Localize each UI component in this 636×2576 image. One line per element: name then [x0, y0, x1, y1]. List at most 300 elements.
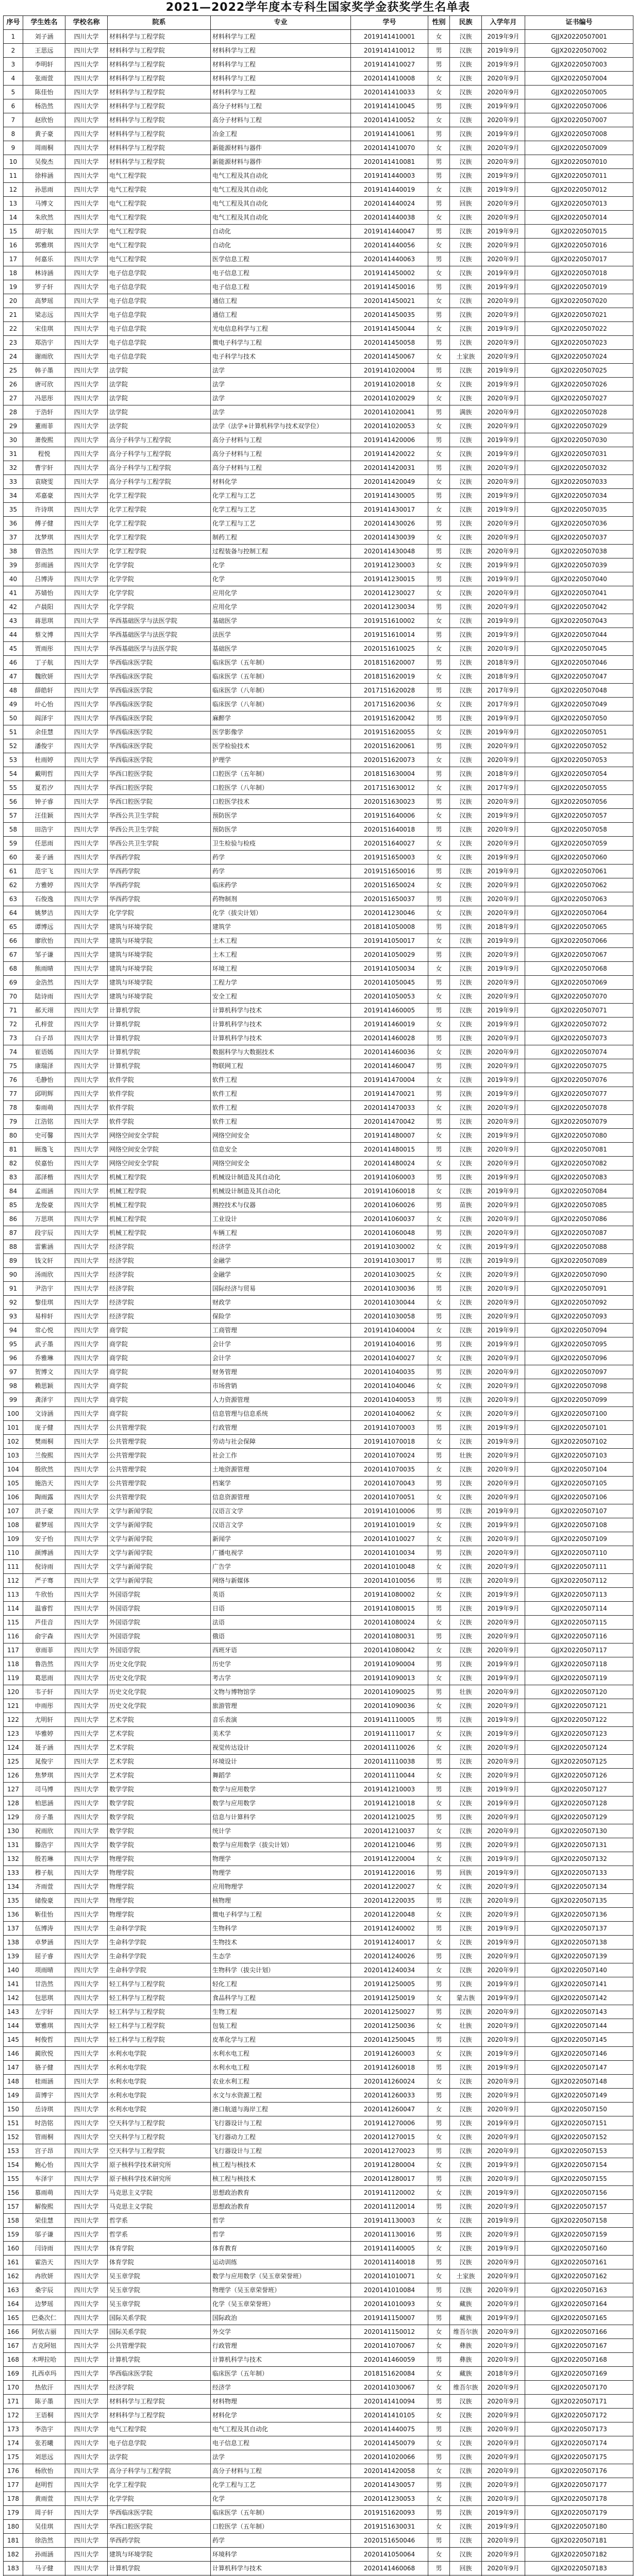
cell-enrollment: 2020年9月: [482, 1685, 525, 1699]
cell-gender: 男: [428, 1922, 450, 1936]
cell-student-id: 2019141040016: [351, 1337, 428, 1351]
cell-school: 四川大学: [65, 1713, 108, 1727]
document-title: 2021—2022学年度本专科生国家奖学金获奖学生名单表: [165, 1, 471, 14]
cell-gender: 男: [428, 2534, 450, 2548]
cell-gender: 女: [428, 2047, 450, 2061]
cell-school: 四川大学: [65, 1421, 108, 1435]
cell-school: 四川大学: [65, 1991, 108, 2005]
cell-department: 华西口腔医学院: [108, 795, 211, 809]
cell-name: 任思雨: [23, 837, 65, 851]
cell-enrollment: 2020年9月: [482, 308, 525, 322]
cell-ethnicity: 汉族: [450, 364, 482, 378]
cell-ethnicity: 壮族: [450, 2019, 482, 2033]
table-row: [4, 2562, 633, 2575]
cell-student-id: 2019141420022: [351, 447, 428, 461]
cell-certificate: GJJX20220507063: [525, 892, 633, 906]
cell-student-id: 2019141430005: [351, 489, 428, 503]
cell-ethnicity: 汉族: [450, 1407, 482, 1421]
cell-student-id: 2018141050008: [351, 920, 428, 934]
cell-major: 软件工程: [211, 1087, 351, 1101]
cell-index: 164: [4, 2297, 23, 2311]
cell-major: 土地资源管理: [211, 1463, 351, 1477]
cell-enrollment: 2019年9月: [482, 433, 525, 447]
table-row: [4, 531, 633, 545]
cell-student-id: 2019151620055: [351, 725, 428, 739]
table-body: [4, 30, 633, 2576]
cell-certificate: GJJX20220507060: [525, 851, 633, 865]
cell-school: 四川大学: [65, 851, 108, 865]
cell-department: 法学院: [108, 378, 211, 392]
cell-department: 艺术学院: [108, 1713, 211, 1727]
cell-major: 核物理: [211, 1894, 351, 1908]
cell-school: 四川大学: [65, 1880, 108, 1894]
cell-ethnicity: 汉族: [450, 1268, 482, 1282]
cell-index: 132: [4, 1852, 23, 1866]
cell-name: 侯嘉怡: [23, 1157, 65, 1171]
cell-student-id: 2019141420006: [351, 433, 428, 447]
cell-certificate: GJJX20220507045: [525, 642, 633, 656]
table-row: [4, 2492, 633, 2506]
cell-school: 四川大学: [65, 364, 108, 378]
cell-department: 商学院: [108, 1393, 211, 1407]
cell-gender: 男: [428, 2422, 450, 2436]
cell-ethnicity: 汉族: [450, 2478, 482, 2492]
table-row: [4, 2061, 633, 2075]
cell-school: 四川大学: [65, 1852, 108, 1866]
cell-department: 吴玉章学院: [108, 2269, 211, 2283]
cell-school: 四川大学: [65, 2144, 108, 2158]
cell-name: 萧俊熙: [23, 433, 65, 447]
cell-department: 电子信息学院: [108, 350, 211, 364]
cell-name: 邬子谦: [23, 2228, 65, 2242]
table-row: [4, 1407, 633, 1421]
table-row: [4, 2506, 633, 2520]
cell-enrollment: 2019年9月: [482, 1324, 525, 1337]
cell-school: 四川大学: [65, 1449, 108, 1463]
cell-gender: 女: [428, 1852, 450, 1866]
cell-school: 四川大学: [65, 1463, 108, 1477]
cell-department: 外国语学院: [108, 1602, 211, 1616]
cell-school: 四川大学: [65, 2478, 108, 2492]
cell-student-id: 2019151640006: [351, 809, 428, 823]
cell-student-id: 2020141070043: [351, 1477, 428, 1490]
cell-school: 四川大学: [65, 1741, 108, 1755]
table-row: [4, 1101, 633, 1115]
cell-school: 四川大学: [65, 1296, 108, 1310]
cell-certificate: GJJX20220507126: [525, 1769, 633, 1783]
cell-ethnicity: 汉族: [450, 489, 482, 503]
cell-student-id: 2019141240017: [351, 1936, 428, 1950]
cell-gender: 男: [428, 2478, 450, 2492]
cell-ethnicity: 汉族: [450, 670, 482, 684]
cell-department: 数学学院: [108, 1797, 211, 1810]
table-row: [4, 1783, 633, 1797]
cell-gender: 男: [428, 280, 450, 294]
cell-major: 西班牙语: [211, 1643, 351, 1657]
cell-name: 常心悦: [23, 1324, 65, 1337]
cell-name: 江浩铭: [23, 1115, 65, 1129]
cell-name: 张若曦: [23, 2436, 65, 2450]
cell-school: 四川大学: [65, 1490, 108, 1504]
cell-gender: 男: [428, 1894, 450, 1908]
cell-school: 四川大学: [65, 503, 108, 517]
cell-index: 126: [4, 1769, 23, 1783]
cell-index: 17: [4, 252, 23, 266]
cell-certificate: GJJX20220507062: [525, 878, 633, 892]
cell-index: 11: [4, 169, 23, 183]
cell-ethnicity: 汉族: [450, 1908, 482, 1922]
cell-name: 温睿哲: [23, 1602, 65, 1616]
cell-index: 66: [4, 934, 23, 948]
cell-school: 四川大学: [65, 336, 108, 350]
cell-ethnicity: 汉族: [450, 545, 482, 558]
cell-major: 飞行器设计与工程: [211, 2116, 351, 2130]
cell-certificate: GJJX20220507012: [525, 183, 633, 197]
cell-certificate: GJJX20220507024: [525, 350, 633, 364]
cell-name: 周子轩: [23, 2506, 65, 2520]
cell-major: 经济学: [211, 1240, 351, 1254]
cell-certificate: GJJX20220507057: [525, 809, 633, 823]
cell-gender: 男: [428, 2005, 450, 2019]
cell-name: 覃雅琪: [23, 2019, 65, 2033]
cell-enrollment: 2018年9月: [482, 920, 525, 934]
cell-student-id: 2019141410001: [351, 30, 428, 44]
cell-enrollment: 2020年9月: [482, 878, 525, 892]
cell-gender: 男: [428, 1031, 450, 1045]
cell-ethnicity: 汉族: [450, 1560, 482, 1574]
cell-name: 蔡文博: [23, 628, 65, 642]
cell-school: 四川大学: [65, 1560, 108, 1574]
cell-certificate: GJJX20220507119: [525, 1671, 633, 1685]
cell-school: 四川大学: [65, 1407, 108, 1421]
cell-school: 四川大学: [65, 2214, 108, 2228]
cell-name: 孟雨涵: [23, 1184, 65, 1198]
cell-index: 89: [4, 1254, 23, 1268]
cell-index: 133: [4, 1866, 23, 1880]
table-row: [4, 99, 633, 113]
cell-major: 食品科学与工程: [211, 1991, 351, 2005]
cell-gender: 男: [428, 1838, 450, 1852]
cell-school: 四川大学: [65, 72, 108, 86]
cell-school: 四川大学: [65, 2116, 108, 2130]
cell-certificate: GJJX20220507023: [525, 336, 633, 350]
cell-major: 材料科学与工程: [211, 30, 351, 44]
cell-name: 穆子航: [23, 1866, 65, 1880]
cell-name: 施浩天: [23, 1477, 65, 1490]
cell-gender: 男: [428, 433, 450, 447]
cell-name: 钟子睿: [23, 795, 65, 809]
cell-gender: 女: [428, 962, 450, 976]
cell-department: 法学院: [108, 405, 211, 419]
table-row: [4, 698, 633, 711]
cell-school: 四川大学: [65, 1616, 108, 1630]
cell-certificate: GJJX20220507140: [525, 1963, 633, 1977]
table-row: [4, 1838, 633, 1852]
cell-enrollment: 2020年9月: [482, 2144, 525, 2158]
cell-enrollment: 2019年9月: [482, 1671, 525, 1685]
cell-certificate: GJJX20220507149: [525, 2089, 633, 2103]
cell-school: 四川大学: [65, 2562, 108, 2575]
cell-enrollment: 2020年9月: [482, 2130, 525, 2144]
cell-certificate: GJJX20220507033: [525, 475, 633, 489]
cell-school: 四川大学: [65, 1184, 108, 1198]
cell-student-id: 2018151620019: [351, 670, 428, 684]
cell-gender: 女: [428, 419, 450, 433]
cell-department: 空天科学与工程学院: [108, 2144, 211, 2158]
cell-major: 微电子科学与工程: [211, 1908, 351, 1922]
table-row: [4, 962, 633, 976]
cell-department: 生命科学学院: [108, 1963, 211, 1977]
cell-enrollment: 2019年9月: [482, 1073, 525, 1087]
table-row: [4, 1769, 633, 1783]
cell-certificate: GJJX20220507084: [525, 1184, 633, 1198]
cell-ethnicity: 汉族: [450, 1657, 482, 1671]
cell-certificate: GJJX20220507065: [525, 920, 633, 934]
cell-certificate: GJJX20220507139: [525, 1950, 633, 1963]
cell-department: 原子核科学技术研究所: [108, 2172, 211, 2186]
cell-student-id: 2020141450058: [351, 336, 428, 350]
cell-department: 历史文化学院: [108, 1671, 211, 1685]
table-row: [4, 558, 633, 572]
cell-school: 四川大学: [65, 2256, 108, 2269]
cell-gender: 男: [428, 1004, 450, 1018]
cell-name: 梁志远: [23, 308, 65, 322]
cell-school: 四川大学: [65, 1031, 108, 1045]
cell-major: 金融学: [211, 1254, 351, 1268]
cell-ethnicity: 汉族: [450, 1727, 482, 1741]
cell-enrollment: 2020年9月: [482, 2200, 525, 2214]
table-row: [4, 1699, 633, 1713]
cell-school: 四川大学: [65, 2436, 108, 2450]
cell-name: 卓梦涵: [23, 1936, 65, 1950]
cell-certificate: GJJX20220507141: [525, 1977, 633, 1991]
cell-student-id: 2020141480024: [351, 1157, 428, 1171]
cell-enrollment: 2019年9月: [482, 1337, 525, 1351]
cell-department: 体育学院: [108, 2256, 211, 2269]
table-row: [4, 461, 633, 475]
cell-department: 化学学院: [108, 600, 211, 614]
cell-enrollment: 2019年9月: [482, 2506, 525, 2520]
table-row: [4, 670, 633, 684]
cell-school: 四川大学: [65, 2075, 108, 2089]
cell-student-id: 2020141440063: [351, 252, 428, 266]
cell-major: 高分子材料与工程: [211, 2464, 351, 2478]
cell-index: 13: [4, 197, 23, 211]
table-row: [4, 1797, 633, 1810]
cell-enrollment: 2020年9月: [482, 252, 525, 266]
cell-ethnicity: 汉族: [450, 1073, 482, 1087]
cell-major: 冶金工程: [211, 127, 351, 141]
cell-certificate: GJJX20220507115: [525, 1616, 633, 1630]
cell-gender: 女: [428, 781, 450, 795]
cell-name: 陈子墨: [23, 2395, 65, 2409]
cell-major: 哲学: [211, 2228, 351, 2242]
table-row: [4, 489, 633, 503]
cell-ethnicity: 汉族: [450, 1337, 482, 1351]
cell-school: 四川大学: [65, 614, 108, 628]
cell-gender: 女: [428, 2325, 450, 2339]
cell-student-id: 2019141110005: [351, 1713, 428, 1727]
cell-index: 59: [4, 837, 23, 851]
cell-name: 康瑞泽: [23, 1059, 65, 1073]
cell-gender: 女: [428, 350, 450, 364]
cell-index: 112: [4, 1574, 23, 1588]
cell-gender: 男: [428, 127, 450, 141]
cell-index: 159: [4, 2228, 23, 2242]
cell-gender: 男: [428, 2283, 450, 2297]
cell-department: 文学与新闻学院: [108, 1560, 211, 1574]
cell-student-id: 2020141020053: [351, 419, 428, 433]
cell-enrollment: 2020年9月: [482, 2562, 525, 2575]
table-row: [4, 892, 633, 906]
cell-gender: 男: [428, 197, 450, 211]
cell-department: 化学工程学院: [108, 545, 211, 558]
cell-certificate: GJJX20220507054: [525, 767, 633, 781]
cell-index: 27: [4, 392, 23, 405]
cell-certificate: GJJX20220507073: [525, 1031, 633, 1045]
cell-certificate: GJJX20220507009: [525, 141, 633, 155]
cell-gender: 女: [428, 86, 450, 99]
cell-name: 冯思彤: [23, 392, 65, 405]
cell-major: 通信工程: [211, 308, 351, 322]
cell-department: 外国语学院: [108, 1616, 211, 1630]
cell-student-id: 2020141110038: [351, 1755, 428, 1769]
cell-major: 化学: [211, 2492, 351, 2506]
cell-ethnicity: 汉族: [450, 642, 482, 656]
cell-student-id: 2019141450002: [351, 266, 428, 280]
cell-name: 扎西卓玛: [23, 2367, 65, 2381]
cell-gender: 女: [428, 1880, 450, 1894]
cell-department: 华西临床医学院: [108, 725, 211, 739]
table-row: [4, 753, 633, 767]
cell-certificate: GJJX20220507112: [525, 1574, 633, 1588]
cell-gender: 女: [428, 1045, 450, 1059]
cell-major: 计算机科学与技术: [211, 1018, 351, 1031]
cell-major: 劳动与社会保障: [211, 1435, 351, 1449]
cell-certificate: GJJX20220507117: [525, 1643, 633, 1657]
cell-enrollment: 2020年9月: [482, 1477, 525, 1490]
cell-index: 111: [4, 1560, 23, 1574]
cell-ethnicity: 汉族: [450, 586, 482, 600]
cell-ethnicity: 藏族: [450, 2367, 482, 2381]
cell-department: 法学院: [108, 419, 211, 433]
cell-student-id: 2019141150007: [351, 2311, 428, 2325]
table-row: [4, 336, 633, 350]
cell-name: 宋佳琪: [23, 322, 65, 336]
cell-student-id: 2019141080015: [351, 1602, 428, 1616]
cell-certificate: GJJX20220507055: [525, 781, 633, 795]
cell-ethnicity: 汉族: [450, 1129, 482, 1143]
cell-ethnicity: 汉族: [450, 141, 482, 155]
cell-major: 预防医学: [211, 809, 351, 823]
cell-enrollment: 2019年9月: [482, 378, 525, 392]
cell-certificate: GJJX20220507172: [525, 2409, 633, 2422]
cell-student-id: 2019141460005: [351, 1004, 428, 1018]
cell-certificate: GJJX20220507058: [525, 823, 633, 837]
cell-student-id: 2019151620042: [351, 711, 428, 725]
table-row: [4, 44, 633, 58]
cell-certificate: GJJX20220507156: [525, 2186, 633, 2200]
cell-school: 四川大学: [65, 1699, 108, 1713]
cell-department: 化学工程学院: [108, 503, 211, 517]
cell-index: 182: [4, 2548, 23, 2562]
cell-name: 龚泽宇: [23, 1393, 65, 1407]
cell-gender: 男: [428, 336, 450, 350]
cell-student-id: 2019141450016: [351, 280, 428, 294]
cell-gender: 男: [428, 656, 450, 670]
cell-enrollment: 2020年9月: [482, 1365, 525, 1379]
table-row: [4, 614, 633, 628]
cell-major: 文物与博物馆学: [211, 1685, 351, 1699]
cell-student-id: 2019141050017: [351, 934, 428, 948]
cell-gender: 女: [428, 294, 450, 308]
cell-gender: 男: [428, 1254, 450, 1268]
cell-enrollment: 2019年9月: [482, 865, 525, 878]
cell-department: 电子信息学院: [108, 2436, 211, 2450]
cell-enrollment: 2019年9月: [482, 2311, 525, 2325]
cell-department: 计算机学院: [108, 2562, 211, 2575]
cell-student-id: 2019141070003: [351, 1421, 428, 1435]
cell-certificate: GJJX20220507170: [525, 2381, 633, 2395]
cell-student-id: 2020141250036: [351, 2019, 428, 2033]
cell-major: 药物制剂: [211, 892, 351, 906]
cell-school: 四川大学: [65, 1810, 108, 1824]
table-row: [4, 127, 633, 141]
cell-index: 100: [4, 1407, 23, 1421]
cell-department: 材料科学与工程学院: [108, 2395, 211, 2409]
cell-name: 汪佳颖: [23, 809, 65, 823]
cell-certificate: GJJX20220507039: [525, 558, 633, 572]
cell-gender: 女: [428, 2409, 450, 2422]
cell-enrollment: 2020年9月: [482, 2492, 525, 2506]
cell-school: 四川大学: [65, 1504, 108, 1518]
cell-certificate: GJJX20220507061: [525, 865, 633, 878]
cell-ethnicity: 彝族: [450, 2353, 482, 2367]
cell-school: 四川大学: [65, 517, 108, 531]
cell-enrollment: 2020年9月: [482, 1282, 525, 1296]
cell-certificate: GJJX20220507135: [525, 1894, 633, 1908]
cell-enrollment: 2019年9月: [482, 1421, 525, 1435]
cell-gender: 女: [428, 1797, 450, 1810]
cell-school: 四川大学: [65, 2311, 108, 2325]
cell-enrollment: 2020年9月: [482, 1699, 525, 1713]
cell-major: 金融学: [211, 1268, 351, 1282]
cell-major: 计算机科学与技术: [211, 1031, 351, 1045]
cell-major: 会计学: [211, 1337, 351, 1351]
cell-gender: 男: [428, 2144, 450, 2158]
cell-enrollment: 2020年9月: [482, 1532, 525, 1546]
cell-enrollment: 2019年9月: [482, 280, 525, 294]
cell-department: 生命科学学院: [108, 1950, 211, 1963]
cell-index: 129: [4, 1810, 23, 1824]
table-row: [4, 475, 633, 489]
cell-name: 慕雨萌: [23, 2186, 65, 2200]
cell-name: 万思琪: [23, 1212, 65, 1226]
cell-name: 钱文轩: [23, 1254, 65, 1268]
cell-ethnicity: 汉族: [450, 2144, 482, 2158]
cell-gender: 女: [428, 698, 450, 711]
cell-major: 药学: [211, 851, 351, 865]
cell-certificate: GJJX20220507099: [525, 1393, 633, 1407]
cell-ethnicity: 汉族: [450, 823, 482, 837]
cell-student-id: 2020141420058: [351, 2464, 428, 2478]
table-row: [4, 2450, 633, 2464]
cell-school: 四川大学: [65, 2269, 108, 2283]
cell-enrollment: 2020年9月: [482, 906, 525, 920]
cell-ethnicity: 汉族: [450, 656, 482, 670]
cell-department: 材料科学与工程学院: [108, 58, 211, 72]
cell-ethnicity: 汉族: [450, 2464, 482, 2478]
